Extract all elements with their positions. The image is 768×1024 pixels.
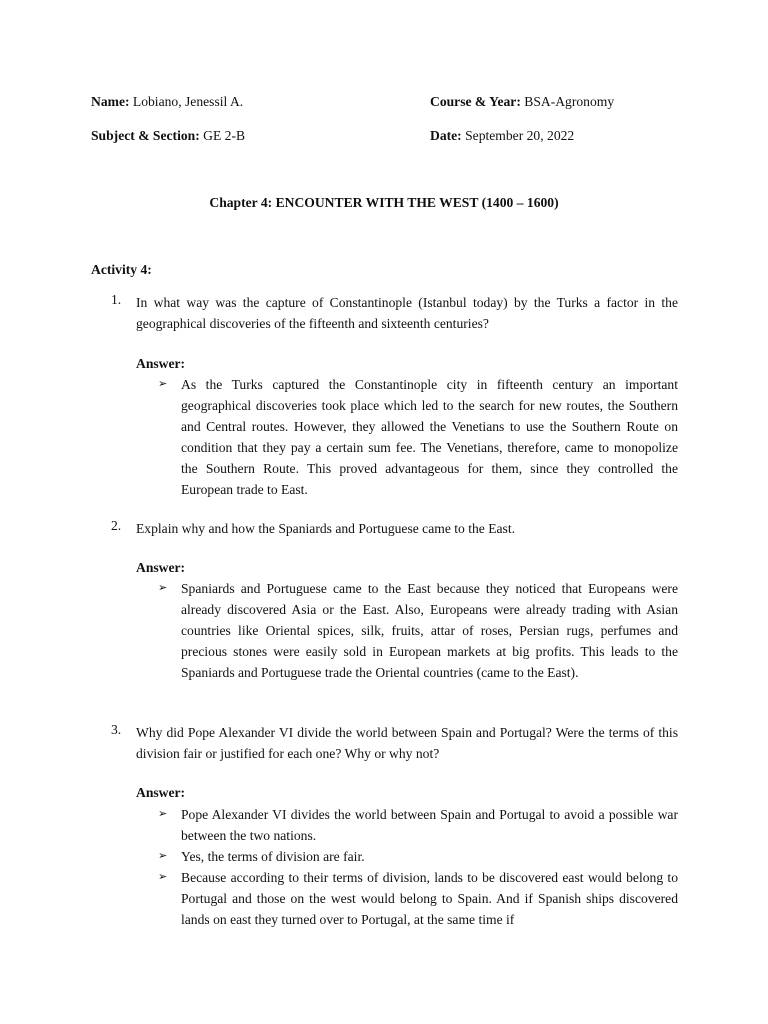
question-2 [91,518,678,539]
question-number: 3. [111,722,122,737]
course-value: BSA-Agronomy [524,94,615,109]
arrow-bullet-icon: ➢ [158,582,168,594]
activity-title: Activity 4: [91,262,152,277]
question-text: Explain why and how the Spaniards and Portuguese came to the East. [136,521,516,536]
arrow-bullet-icon: ➢ [158,808,168,820]
subject-value: GE 2-B [203,128,246,143]
arrow-bullet-icon: ➢ [158,850,168,862]
answer-text: Pope Alexander VI divides the world between Spain and Portugal to avoid a possible war between the two nations. [181,807,678,843]
date-label: Date: [430,128,462,143]
subject-label: Subject & Section: [91,128,200,143]
arrow-bullet-icon: ➢ [158,378,168,390]
answer-label: Answer: [136,785,186,800]
header-row-1 [91,94,691,110]
course-field [430,94,614,110]
answer-list-2 [158,578,678,683]
answer-item [158,804,678,846]
date-value: September 20, 2022 [465,128,575,143]
chapter-label: Chapter 4: [209,195,273,210]
arrow-bullet-icon: ➢ [158,871,168,883]
answer-item [158,846,678,867]
course-label: Course & Year: [430,94,521,109]
name-field [91,94,243,109]
answer-text: As the Turks captured the Constantinople city in fifteenth century an important geographical discoveries took place which led to the search for new routes, the Southern and Central routes. However, they allowed the Venetians to use the Southern Route on condition that they pay a certain sum fee. The Venetians, therefore, came to monopolize the Southern Route. This proved advantageous for them, since they controlled the European trade to East. [181,377,678,497]
answer-text: Yes, the terms of division are fair. [181,849,365,864]
answer-label: Answer: [136,356,186,371]
answer-item [158,578,678,683]
subject-field [91,128,245,143]
chapter-heading [0,195,768,211]
chapter-title: ENCOUNTER WITH THE WEST (1400 – 1600) [275,195,559,210]
date-field [430,128,574,144]
answer-text: Because according to their terms of division, lands to be discovered east would belong to Portugal and those on the west would belong to Spain. And if Spanish ships discovered lands on east they turned over to Portugal, at the same time if [181,870,678,927]
question-text: In what way was the capture of Constantinople (Istanbul today) by the Turks a factor in the geographical discoveries of the fifteenth and sixteenth centuries? [136,295,678,331]
question-number: 1. [111,292,122,307]
answer-item [158,867,678,930]
question-number: 2. [111,518,122,533]
answer-item [158,374,678,500]
question-3 [91,722,678,764]
name-label: Name: [91,94,130,109]
answer-list-1 [158,374,678,500]
question-1 [91,292,678,334]
question-text: Why did Pope Alexander VI divide the world between Spain and Portugal? Were the terms of this division fair or justified for each one? Why or why not? [136,725,678,761]
answer-list-3 [158,804,678,930]
answer-text: Spaniards and Portuguese came to the East because they noticed that Europeans were already discovered Asia or the East. Also, Europeans were already trading with Asian countries like Oriental spices, silk, fruits, attar of roses, Persian rugs, perfumes and precious stones were easily sold in European markets at big profits. This leads to the Spaniards and Portuguese trade the Oriental countries (came to the East). [181,581,678,680]
answer-label: Answer: [136,560,186,575]
name-value: Lobiano, Jenessil A. [132,94,244,109]
header-row-2 [91,128,691,144]
